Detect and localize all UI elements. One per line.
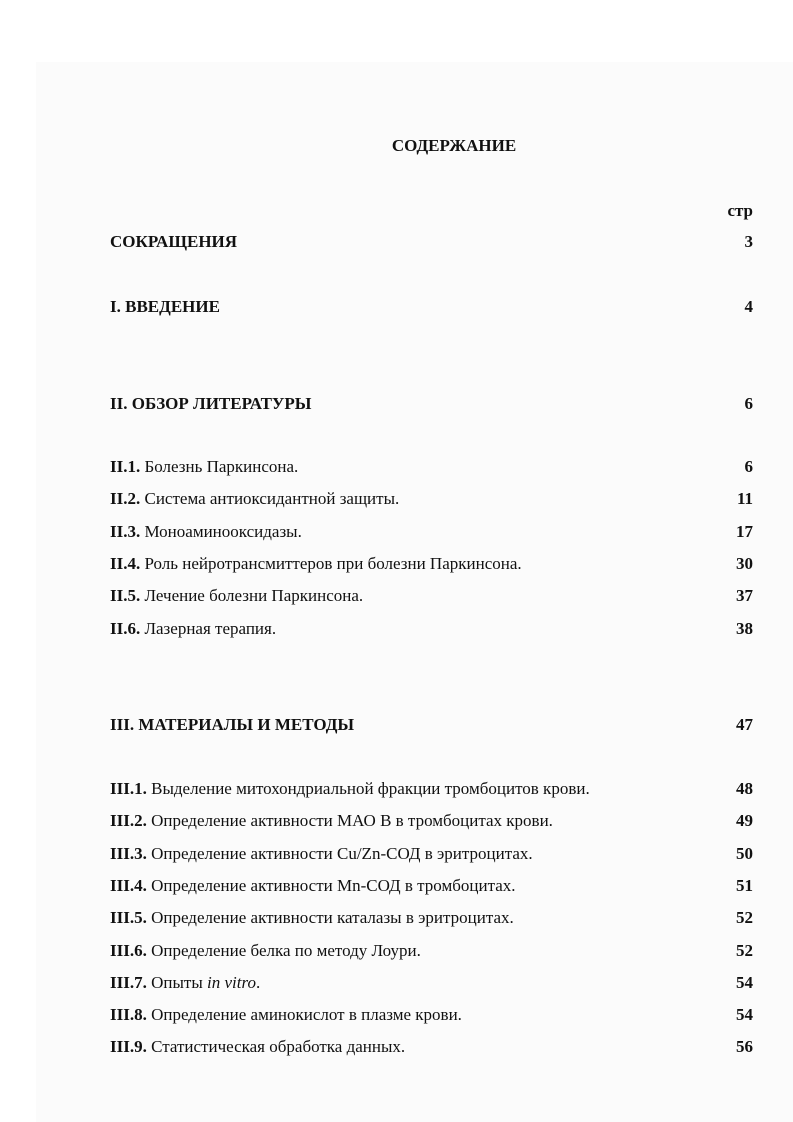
item-text: Определение активности Mn-СОД в тромбоцитах. xyxy=(151,875,516,895)
item-number: II.5. xyxy=(110,586,141,606)
item-text: Роль нейротрансмиттеров при болезни Паркинсона. xyxy=(144,553,522,573)
item-text: Моноаминооксидазы. xyxy=(144,521,302,541)
item-page: 52 xyxy=(736,908,753,928)
item-page: 54 xyxy=(736,1005,753,1025)
item-number: III.2. xyxy=(110,811,147,831)
toc-item xyxy=(110,1005,753,1025)
item-text: Опыты xyxy=(151,972,208,992)
item-page: 52 xyxy=(736,940,753,960)
item-number: II.1. xyxy=(110,457,141,476)
section-label: СОКРАЩЕНИЯ xyxy=(110,232,238,251)
toc-item xyxy=(110,1037,753,1057)
item-number: II.2. xyxy=(110,489,141,509)
item-number: III.5. xyxy=(110,908,147,928)
item-number: III.8. xyxy=(110,1005,147,1025)
toc-item xyxy=(110,554,753,574)
toc-section xyxy=(110,715,753,735)
item-number: III.7. xyxy=(110,972,147,992)
section-label: I. ВВЕДЕНИЕ xyxy=(110,297,220,316)
toc-item xyxy=(110,844,753,864)
item-number: III.4. xyxy=(110,875,147,895)
item-text: Выделение митохондриальной фракции тромбоцитов крови. xyxy=(151,779,590,798)
section-page: 6 xyxy=(744,394,753,413)
item-page: 48 xyxy=(736,779,753,798)
toc-item xyxy=(110,457,753,477)
toc-section xyxy=(110,297,753,317)
item-number: III.1. xyxy=(110,779,147,798)
page-column-header: стр xyxy=(727,201,753,220)
toc-section xyxy=(110,394,753,414)
toc-section xyxy=(110,232,753,252)
item-text: Определение активности Cu/Zn-СОД в эритроцитах. xyxy=(151,843,533,863)
item-page: 49 xyxy=(736,811,753,831)
item-page: 54 xyxy=(736,972,753,992)
item-text: Определение активности каталазы в эритроцитах. xyxy=(151,908,514,928)
toc-item xyxy=(110,779,753,799)
page-title: СОДЕРЖАНИЕ xyxy=(391,136,517,155)
item-number: II.4. xyxy=(110,553,141,573)
item-page: 51 xyxy=(736,875,753,895)
toc-item xyxy=(110,489,753,509)
item-text: Лазерная терапия. xyxy=(144,618,277,638)
item-number: III.3. xyxy=(110,843,147,863)
toc-item xyxy=(110,619,753,639)
section-page: 4 xyxy=(744,297,753,316)
item-text: Определение активности МАО В в тромбоцитах крови. xyxy=(151,811,553,831)
section-label: III. МАТЕРИАЛЫ И МЕТОДЫ xyxy=(110,715,355,734)
toc-item xyxy=(110,908,753,928)
item-text: Определение аминокислот в плазме крови. xyxy=(151,1005,462,1025)
item-text: Статистическая обработка данных. xyxy=(151,1037,406,1057)
item-number: III.6. xyxy=(110,940,147,960)
item-page: 17 xyxy=(736,521,753,541)
toc-item xyxy=(110,973,753,993)
item-page: 11 xyxy=(736,489,753,509)
item-text-suffix: . xyxy=(255,972,261,992)
item-page: 50 xyxy=(736,843,753,863)
section-page: 3 xyxy=(744,232,753,251)
section-label: II. ОБЗОР ЛИТЕРАТУРЫ xyxy=(110,394,312,413)
item-page: 38 xyxy=(736,618,753,638)
item-page: 56 xyxy=(736,1037,753,1057)
toc-item xyxy=(110,941,753,961)
item-number: II.6. xyxy=(110,618,141,638)
item-number: III.9. xyxy=(110,1037,147,1057)
item-page: 30 xyxy=(736,553,753,573)
item-number: II.3. xyxy=(110,521,141,541)
item-text: Лечение болезни Паркинсона. xyxy=(144,586,364,606)
section-page: 47 xyxy=(736,715,753,734)
item-text: Болезнь Паркинсона. xyxy=(144,457,299,476)
item-page: 6 xyxy=(744,457,753,476)
toc-item xyxy=(110,811,753,831)
toc-item xyxy=(110,876,753,896)
toc-item xyxy=(110,522,753,542)
item-text: Определение белка по методу Лоури. xyxy=(151,940,421,960)
toc-item xyxy=(110,586,753,606)
item-page: 37 xyxy=(736,586,753,606)
item-text: Система антиоксидантной защиты. xyxy=(144,489,400,509)
item-text-italic: in vitro xyxy=(207,972,256,992)
